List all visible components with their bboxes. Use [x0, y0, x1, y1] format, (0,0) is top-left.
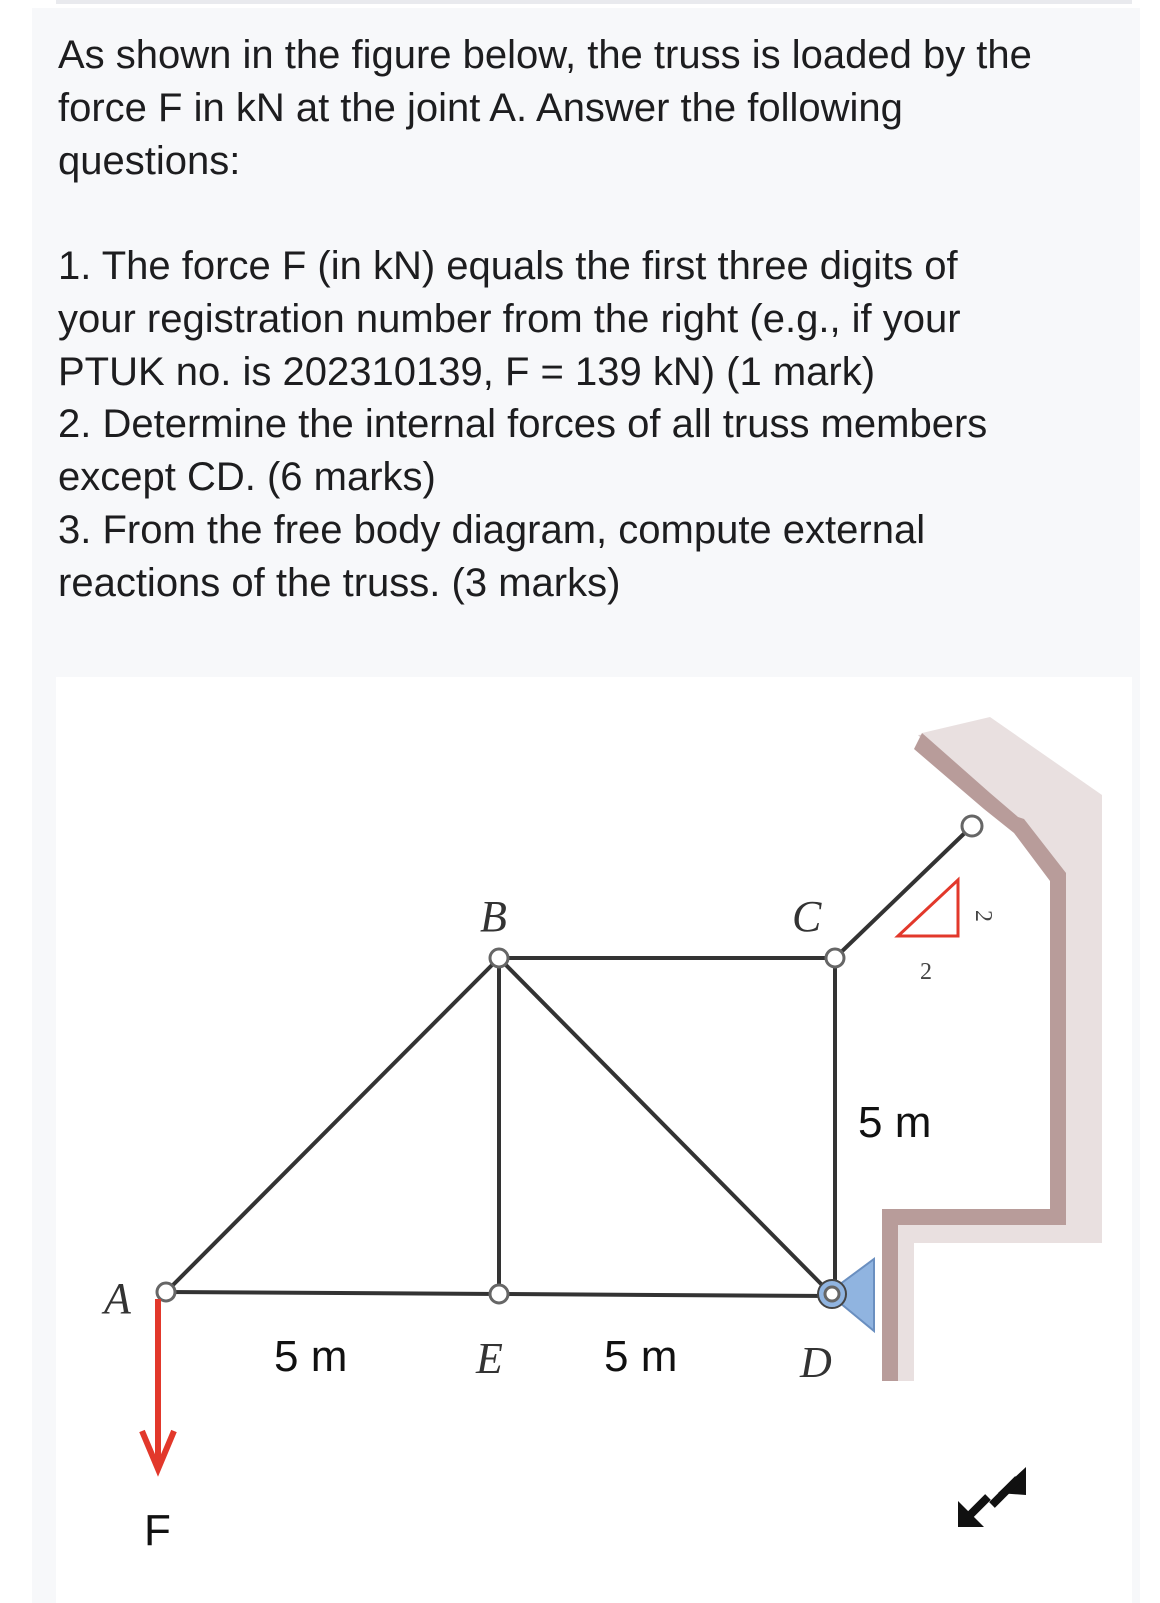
dimension-ae: 5 m	[274, 1332, 348, 1381]
joint-d	[825, 1287, 839, 1301]
label-joint-b: B	[480, 892, 507, 941]
intro-line-2: force F in kN at the joint A. Answer the following	[58, 86, 903, 130]
dimension-ed: 5 m	[604, 1332, 678, 1381]
question-3	[58, 504, 925, 610]
member-ae	[166, 1292, 499, 1294]
question-3-line-2: reactions of the truss. (3 marks)	[58, 561, 621, 605]
question-2	[58, 398, 987, 504]
joint-a	[157, 1283, 175, 1301]
question-1-line-3: PTUK no. is 202310139, F = 139 kN) (1 mark)	[58, 350, 876, 394]
joint-b	[490, 949, 508, 967]
label-joint-a: A	[104, 1274, 131, 1323]
expand-icon-shaft-down	[966, 1497, 988, 1519]
dimension-height: 5 m	[858, 1098, 932, 1147]
label-joint-e: E	[476, 1334, 503, 1383]
member-ed	[499, 1294, 831, 1296]
truss-diagram	[56, 677, 1132, 1603]
member-ab	[166, 958, 499, 1292]
intro-line-1: As shown in the figure below, the truss is loaded by the	[58, 33, 1032, 77]
member-bd	[499, 958, 831, 1294]
question-1	[58, 240, 961, 399]
joint-e	[490, 1285, 508, 1303]
expand-icon[interactable]	[958, 1467, 1026, 1527]
question-3-line-1: 3. From the free body diagram, compute external	[58, 508, 926, 552]
intro-line-3: questions:	[58, 139, 241, 183]
problem-intro	[58, 29, 1032, 188]
top-divider	[56, 0, 1132, 4]
question-2-line-2: except CD. (6 marks)	[58, 455, 436, 499]
question-1-line-2: your registration number from the right (e.g., if your	[58, 297, 961, 341]
pin-wall	[962, 816, 982, 836]
member-c-wall	[835, 826, 972, 958]
slope-label-horizontal: 2	[920, 959, 932, 985]
label-joint-c: C	[792, 892, 822, 941]
slope-label-vertical: 2	[970, 910, 996, 922]
force-label: F	[144, 1506, 171, 1555]
question-2-line-1: 2. Determine the internal forces of all truss members	[58, 402, 988, 446]
joint-c	[826, 949, 844, 967]
truss-figure	[56, 677, 1132, 1603]
question-1-line-1: 1. The force F (in kN) equals the first three digits of	[58, 244, 958, 288]
label-joint-d: D	[800, 1338, 832, 1387]
